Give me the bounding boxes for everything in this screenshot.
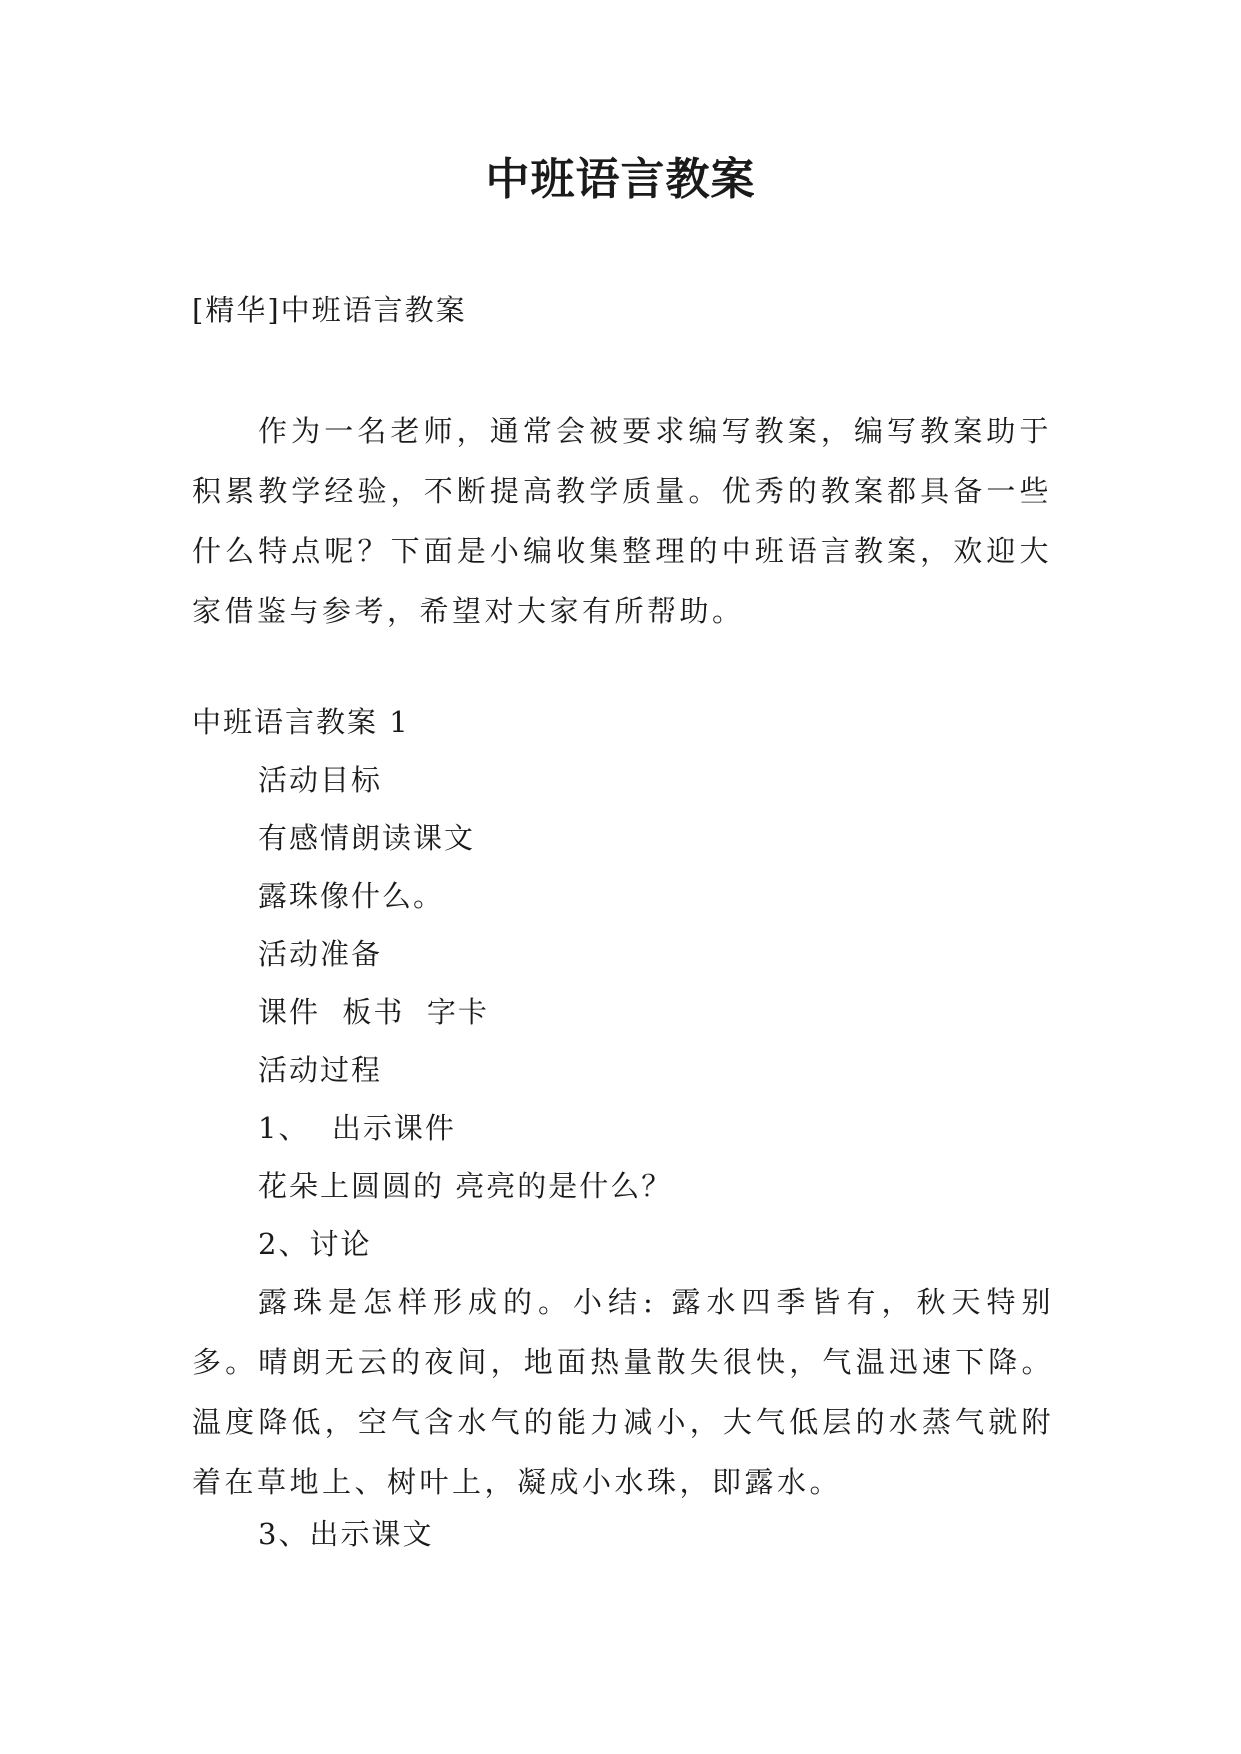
list-item-step-1: 1、 出示课件 [258,1111,456,1145]
list-item-preparation: 活动准备 [258,937,383,971]
intro-paragraph: 作为一名老师，通常会被要求编写教案，编写教案助于积累教学经验，不断提高教学质量。优秀的教案都具备一些什么特点呢？下面是小编收集整理的中班语言教案，欢迎大家借鉴与参考，希望对大家有所帮助。 [192,414,1052,628]
list-item-step-2: 2、讨论 [258,1227,372,1261]
list-item-question: 花朵上圆圆的 亮亮的是什么？ [258,1169,673,1203]
list-item-activity-goal: 活动目标 [258,763,383,797]
list-item-materials: 课件 板书 字卡 [258,995,489,1029]
list-item-step-3: 3、出示课文 [258,1517,434,1551]
document-subtitle: [精华]中班语言教案 [192,293,467,327]
discussion-paragraph: 露珠是怎样形成的。小结: 露水四季皆有，秋天特别多。晴朗无云的夜间，地面热量散失很快，气温迅速下降。温度降低，空气含水气的能力减小，大气低层的水蒸气就附着在草地上、树叶上，凝成小水珠，即露水。 [192,1285,1054,1499]
list-item-read-text: 有感情朗读课文 [258,821,476,855]
list-item-process: 活动过程 [258,1053,383,1087]
document-title: 中班语言教案 [485,154,756,205]
list-item-dewdrop: 露珠像什么。 [258,879,445,913]
section-heading: 中班语言教案 1 [192,705,410,739]
